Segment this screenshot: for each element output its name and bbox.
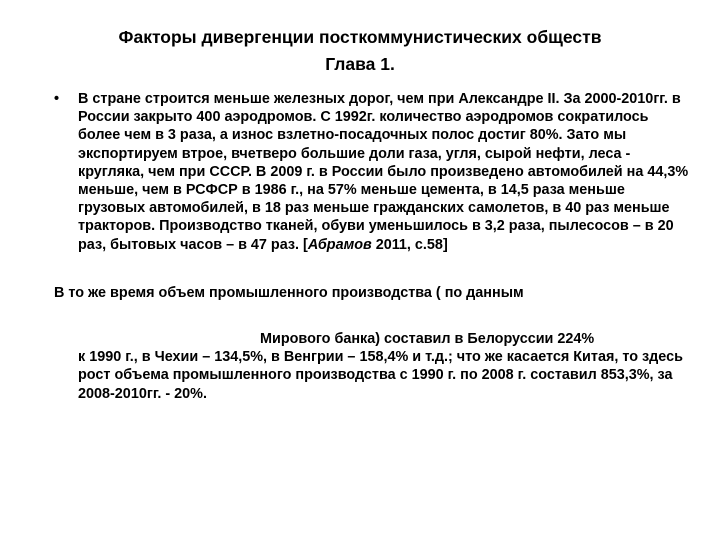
bullet-text-main: В стране строится меньше железных дорог, чем при Александре II. За 2000-2010гг. в России закрыто 400 аэродромов. С 1992г. количество аэродромов сократилось более чем в 3 раза, а износ взлетно-посадочных полос достиг 80%. Зато мы экспортируем втрое, вчетверо большие доли газа, угля, сырой нефти, леса - кругляка, чем при СССР. В 2009 г. в России было произведено автомобилей на 44,3% меньше, чем в РСФСР в 1986 г., на 57% меньше цемента, в 14,5 раза меньше грузовых автомобилей, в 18 раз меньше гражданских самолетов, в 40 раз меньше тракторов. Производство тканей, обуви уменьшилось в 3,2 раза, пылесосов – в 20 раз, бытовых часов – в 47 раз. [ [78, 91, 689, 253]
plain-paragraph-line: В то же время объем промышленного производства ( по данным [54, 285, 524, 301]
bullet-text [78, 91, 688, 253]
citation-author: Абрамов [307, 236, 372, 253]
continuation-rest: к 1990 г., в Чехии – 134,5%, в Венгрии – 158,4% и т.д.; что же касается Китая, то здесь рост объема промышленного производства с 1990 г. по 2008 г. составил 853,3%, за 2008-2010гг. - 20%. [78, 349, 683, 402]
slide-title-line-2: Глава 1. [325, 54, 395, 74]
continuation-paragraph [78, 330, 694, 403]
continuation-first-line: Мирового банка) составил в Белоруссии 224% [260, 331, 595, 347]
slide-title-line-1: Факторы дивергенции посткоммунистических обществ [118, 27, 602, 47]
bullet-paragraph [54, 90, 694, 254]
citation-year-page: 2011, с.58] [371, 236, 448, 253]
bullet-marker: • [54, 91, 60, 107]
slide-title [0, 24, 720, 78]
bullet-item [54, 90, 694, 254]
